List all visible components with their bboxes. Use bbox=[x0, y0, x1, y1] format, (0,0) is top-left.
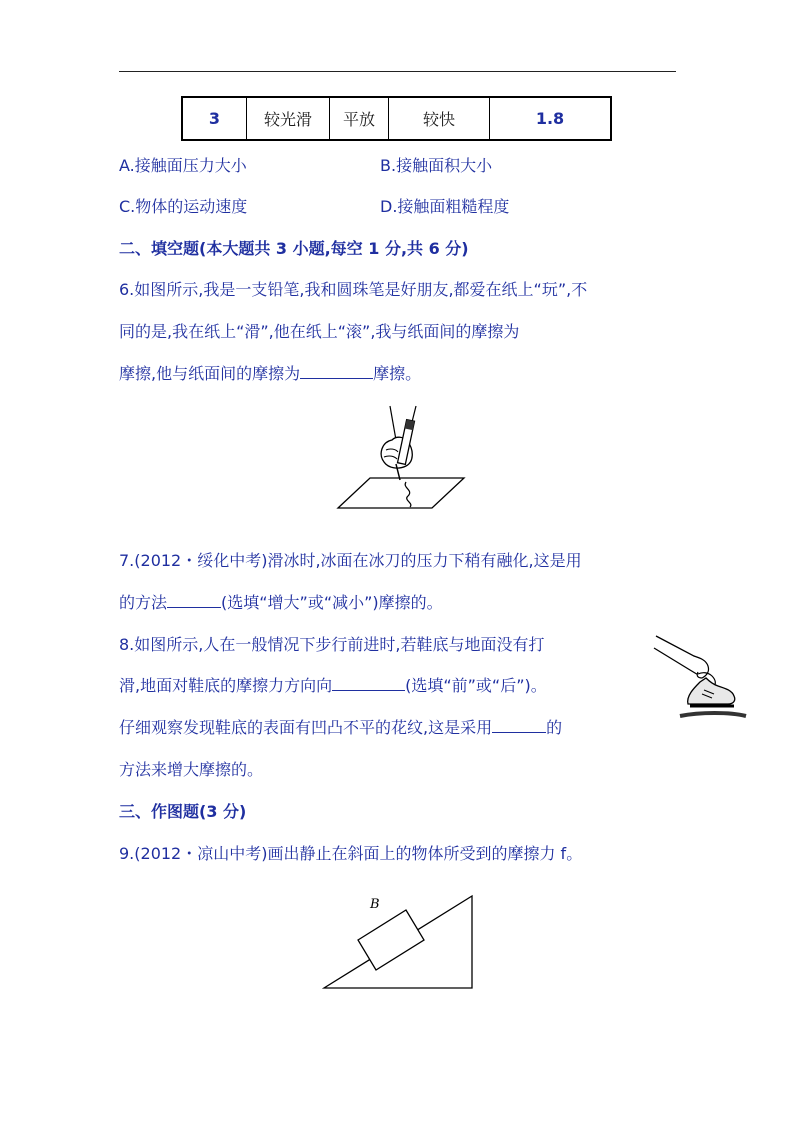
shoe-walking-figure bbox=[650, 630, 750, 722]
q6-line2: 同的是,我在纸上“滑”,他在纸上“滚”,我与纸面间的摩擦为 bbox=[119, 322, 520, 341]
q7-line1: 7.(2012・绥化中考)滑冰时,冰面在冰刀的压力下稍有融化,这是用 bbox=[119, 551, 582, 570]
q8-answer-blank-1[interactable] bbox=[332, 676, 405, 691]
q6-line3-text-a: 摩擦,他与纸面间的摩擦为 bbox=[119, 364, 301, 383]
q7-line2-text-a: 的方法 bbox=[119, 593, 168, 612]
q7-line2 bbox=[119, 590, 443, 613]
option-a: A.接触面压力大小 bbox=[119, 156, 247, 175]
q8-line4: 方法来增大摩擦的。 bbox=[119, 760, 264, 779]
table-row bbox=[182, 97, 611, 140]
q8-line2 bbox=[119, 673, 547, 696]
incline-block-figure bbox=[322, 892, 476, 992]
q9-line1: 9.(2012・凉山中考)画出静止在斜面上的物体所受到的摩擦力 f。 bbox=[119, 844, 583, 863]
option-c: C.物体的运动速度 bbox=[119, 197, 248, 216]
q8-line1: 8.如图所示,人在一般情况下步行前进时,若鞋底与地面没有打 bbox=[119, 635, 545, 654]
q8-line2-text-a: 滑,地面对鞋底的摩擦力方向向 bbox=[119, 676, 333, 695]
q8-line3-text-b: 的 bbox=[546, 718, 563, 737]
section3-title: 三、作图题(3 分) bbox=[119, 802, 247, 821]
q8-line3-text-a: 仔细观察发现鞋底的表面有凹凸不平的花纹,这是采用 bbox=[119, 718, 493, 737]
option-b: B.接触面积大小 bbox=[380, 156, 493, 175]
q6-line1: 6.如图所示,我是一支铅笔,我和圆珠笔是好朋友,都爱在纸上“玩”,不 bbox=[119, 280, 588, 299]
q6-answer-blank[interactable] bbox=[300, 364, 373, 379]
q7-line2-text-b: (选填“增大”或“减小”)摩擦的。 bbox=[221, 593, 443, 612]
q8-line3 bbox=[119, 715, 562, 738]
pencil-writing-figure bbox=[334, 400, 468, 510]
data-table bbox=[181, 96, 612, 141]
q8-line2-text-b: (选填“前”或“后”)。 bbox=[405, 676, 547, 695]
q6-line3-text-b: 摩擦。 bbox=[373, 364, 422, 383]
q6-line3 bbox=[119, 361, 421, 384]
option-d: D.接触面粗糙程度 bbox=[380, 197, 510, 216]
header-rule bbox=[119, 71, 676, 72]
q7-answer-blank[interactable] bbox=[167, 593, 221, 608]
table-cell-surface: 较光滑 bbox=[247, 97, 330, 140]
table-cell-trial: 3 bbox=[182, 97, 247, 140]
section2-title: 二、填空题(本大题共 3 小题,每空 1 分,共 6 分) bbox=[119, 239, 469, 258]
table-cell-placement: 平放 bbox=[330, 97, 389, 140]
q8-answer-blank-2[interactable] bbox=[492, 718, 546, 733]
table-cell-force: 1.8 bbox=[490, 97, 612, 140]
block-label: B bbox=[370, 897, 380, 912]
table-cell-speed: 较快 bbox=[389, 97, 490, 140]
